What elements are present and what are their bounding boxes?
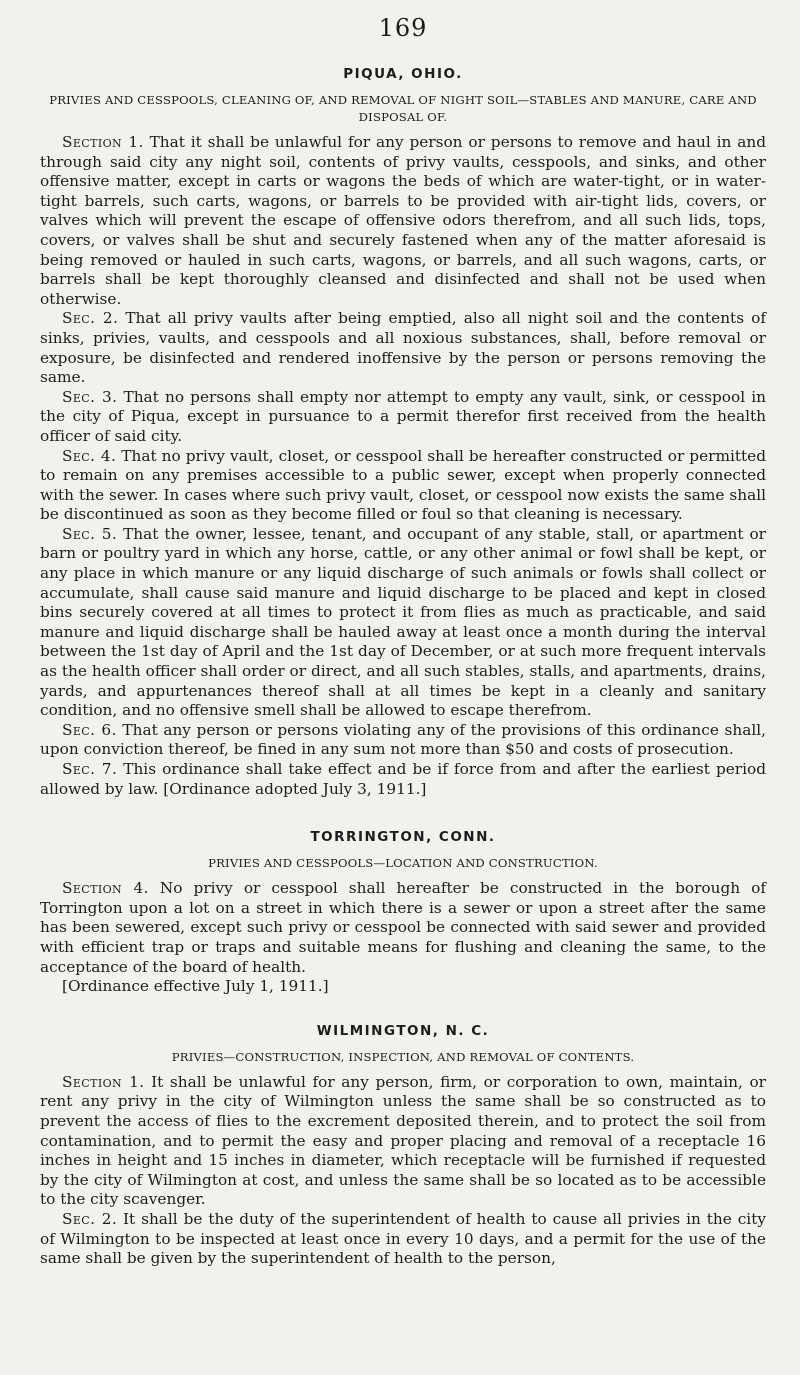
section-label: Section 4. xyxy=(62,879,149,898)
paragraph xyxy=(40,525,766,721)
paragraph-text: No privy or cesspool shall hereafter be constructed in the borough of Torrington upon a lot on a street in which there is a sewer or upon a street after the same has been sewered, except such privy or cesspool be connected with said sewer and provided with efficient trap or traps and suitable means for flushing and cleaning the same, to the acceptance of the board of health. xyxy=(40,879,766,976)
paragraph-text: That no persons shall empty nor attempt to empty any vault, sink, or cesspool in the city of Piqua, except in pursuance to a permit therefor first received from the health officer of said city. xyxy=(40,387,766,445)
page-number: 169 xyxy=(378,14,428,42)
section-piqua xyxy=(40,66,766,799)
paragraph-text: That it shall be unlawful for any person or persons to remove and haul in and through said city any night soil, contents of privy vaults, cesspools, and sinks, and other offensive matter, except in carts or wagons the beds of which are water-tight, or in water-tight barrels, such carts, wagons, or barrels to be provided with air-tight lids, covers, or valves which will prevent the escape of offensive odors therefrom, and all such lids, tops, covers, or valves shall be shut and securely fastened when any of the matter aforesaid is being removed or hauled in such carts, wagons, or barrels, and all such wagons, carts, or barrels shall be kept thoroughly cleansed and disinfected and shall not be used when otherwise. xyxy=(40,133,766,308)
section-label: Sec. 7. xyxy=(62,760,118,778)
spacer xyxy=(40,1005,766,1023)
paragraph-text: [Ordinance effective July 1, 1911.] xyxy=(62,977,329,996)
paragraph-text: That any person or persons violating any of the provisions of this ordinance shall, upon conviction thereof, be fined in any sum not more than $50 and costs of prosecution. xyxy=(40,720,766,759)
paragraph-text: It shall be unlawful for any person, firm, or corporation to own, maintain, or rent any privy in the city of Wilmington unless the same shall be so constructed as to prevent the access of flies to the excrement deposited therein, and to protect the soil from contamination, and to permit the easy and proper placing and removal of a receptacle 16 inches in height and 15 inches in diameter, which receptacle will be furnished if requested by the city of Wilmington at cost, and unless the same shall be so located as to be accessible to the city scavenger. xyxy=(40,1072,766,1209)
paragraph xyxy=(40,1210,766,1269)
paragraph xyxy=(40,977,766,997)
paragraph xyxy=(40,721,766,760)
paragraph-text: That the owner, lessee, tenant, and occupant of any stable, stall, or apartment or barn or poultry yard in which any horse, cattle, or any other animal or fowl shall be kept, or any place in which manure or any liquid discharge of such animals or fowls shall collect or accumulate, shall cause said manure and liquid discharge to be placed and kept in closed bins securely covered at all times to protect it from flies as much as practicable, and said manure and liquid discharge shall be hauled away at least once a month during the interval between the 1st day of April and the 1st day of December, or at such more frequent intervals as the health officer shall order or direct, and all such stables, stalls, and apartments, drains, yards, and appurtenances thereof shall at all times be kept in a cleanly and sanitary condition, and no offensive smell shall be allowed to escape therefrom. xyxy=(40,524,766,720)
section-subheading: PRIVIES AND CESSPOOLS, CLEANING OF, AND REMOVAL OF NIGHT SOIL—STABLES AND MANURE, CARE AND DISPOSAL OF. xyxy=(49,93,757,124)
section-subheading: PRIVIES—CONSTRUCTION, INSPECTION, AND REMOVAL OF CONTENTS. xyxy=(171,1049,635,1064)
city-heading: TORRINGTON, CONN. xyxy=(310,829,496,846)
section-torrington xyxy=(40,829,766,997)
section-label: Section 1. xyxy=(62,133,144,151)
section-label: Sec. 4. xyxy=(62,446,117,465)
section-label: Sec. 3. xyxy=(62,387,118,406)
paragraph xyxy=(40,760,766,799)
paragraph xyxy=(40,388,766,447)
paragraph-text: It shall be the duty of the superintendent of health to cause all privies in the city of Wilmington to be inspected at least once in every 10 days, and a permit for the use of the same shall be given by the superintendent of health to the person, xyxy=(40,1209,766,1268)
paragraph-text: That all privy vaults after being emptied, also all night soil and the contents of sinks, privies, vaults, and cesspools and all noxious substances, shall, before removal or exposure, be disinfected and rendered inoffensive by the person or persons removing the same. xyxy=(40,309,766,387)
section-wilmington xyxy=(40,1023,766,1269)
paragraph xyxy=(40,447,766,525)
city-heading: WILMINGTON, N. C. xyxy=(316,1022,490,1039)
section-subheading: PRIVIES AND CESSPOOLS—LOCATION AND CONSTRUCTION. xyxy=(208,856,598,871)
paragraph xyxy=(40,309,766,387)
paragraph xyxy=(40,879,766,977)
section-label: Sec. 2. xyxy=(62,309,119,328)
spacer xyxy=(40,807,766,829)
section-label: Sec. 2. xyxy=(62,1209,118,1228)
city-heading: PIQUA, OHIO. xyxy=(343,66,463,82)
paragraph-text: This ordinance shall take effect and be if force from and after the earliest period allowed by law. [Ordinance adopted July 3, 1911.] xyxy=(40,760,767,798)
document-page xyxy=(40,14,766,1277)
section-label: Sec. 6. xyxy=(62,720,117,739)
paragraph xyxy=(40,1073,766,1210)
paragraph xyxy=(40,133,766,309)
section-label: Section 1. xyxy=(62,1072,145,1091)
section-label: Sec. 5. xyxy=(62,524,118,543)
paragraph-text: That no privy vault, closet, or cesspool shall be hereafter constructed or permitted to remain on any premises accessible to a public sewer, except when properly connected with the sewer. In cases where such privy vault, closet, or cesspool now exists the same shall be discontinued as soon as they become filled or foul so that cleaning is necessary. xyxy=(40,446,767,524)
